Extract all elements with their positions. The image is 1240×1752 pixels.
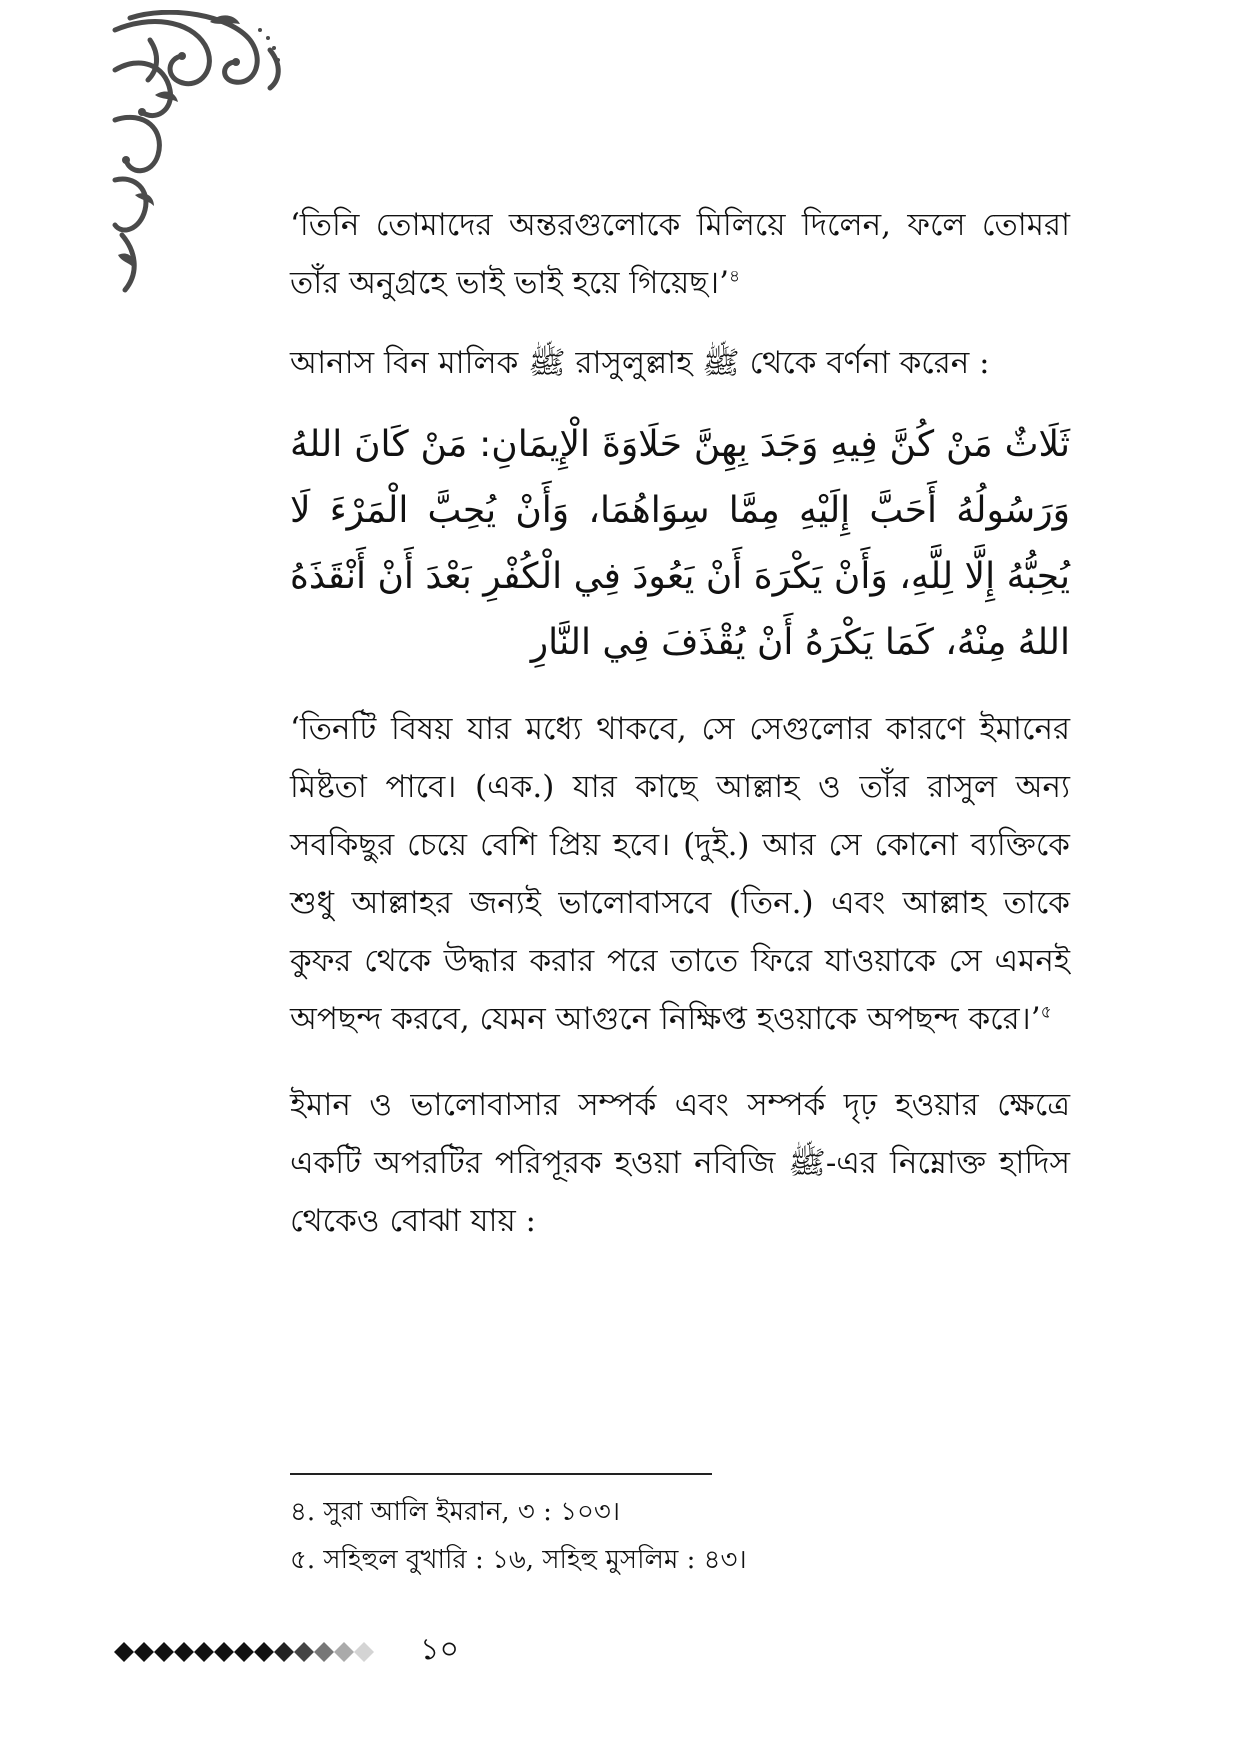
closing-paragraph: ইমান ও ভালোবাসার সম্পর্ক এবং সম্পর্ক দৃঢ় হওয়ার ক্ষেত্রে একটি অপরটির পরিপূরক হওয়া নবিজি ﷺ-এর নিম্নোক্ত হাদিস থেকেও বোঝা যায় :	[290, 1087, 1070, 1239]
footnote-item: ৫. সহিহুল বুখারি : ১৬, সহিহু মুসলিম : ৪৩।	[290, 1545, 747, 1575]
diamond-row	[114, 1642, 374, 1662]
hadith-translation-text: ‘তিনটি বিষয় যার মধ্যে থাকবে, সে সেগুলোর কারণে ইমানের মিষ্টতা পাবে। (এক.) যার কাছে আল্লাহ ও তাঁর রাসুল অন্য সবকিছুর চেয়ে বেশি প্রিয় হবে। (দুই.) আর সে কোনো ব্যক্তিকে শুধু আল্লাহর জন্যই ভালোবাসবে (তিন.) এবং আল্লাহ তাকে কুফর থেকে উদ্ধার করার পরে তাতে ফিরে যাওয়াকে সে এমনই অপছন্দ করবে, যেমন আগুনে নিক্ষিপ্ত হওয়াকে অপছন্দ করে।’	[290, 711, 1070, 1037]
page-number: ১০	[420, 1632, 459, 1667]
quran-translation-text: ‘তিনি তোমাদের অন্তরগুলোকে মিলিয়ে দিলেন, ফলে তোমরা তাঁর অনুগ্রহে ভাই ভাই হয়ে গিয়েছ।’	[290, 207, 1070, 301]
corner-ornament-icon	[110, 10, 290, 310]
footnote-item: ৪. সুরা আলি ইমরান, ৩ : ১০৩।	[290, 1497, 621, 1527]
hadith-translation	[290, 700, 1070, 1048]
narration-intro: আনাস বিন মালিক ﷺ রাসুলুল্লাহ ﷺ থেকে বর্ণনা করেন :	[290, 345, 990, 381]
footer-diamond-ornament-icon	[114, 1640, 394, 1664]
footnotes	[290, 1488, 990, 1584]
footnote-ref-4: ৪	[728, 266, 740, 287]
page-body	[290, 196, 1070, 1250]
hadith-arabic: ثَلَاثٌ مَنْ كُنَّ فِيهِ وَجَدَ بِهِنَّ حَلَاوَةَ الْإِيمَانِ: مَنْ كَانَ اللهُ وَرَسُولُهُ أَحَبَّ إِلَيْهِ مِمَّا سِوَاهُمَا، وَأَنْ يُحِبَّ الْمَرْءَ لَا يُحِبُّهُ إِلَّا لِلَّهِ، وَأَنْ يَكْرَهَ أَنْ يَعُودَ فِي الْكُفْرِ بَعْدَ أَنْ أَنْقَذَهُ اللهُ مِنْهُ، كَمَا يَكْرَهُ أَنْ يُقْذَفَ فِي النَّارِ	[290, 424, 1070, 663]
footnote-divider	[290, 1473, 712, 1475]
footnote-ref-5: ৫	[1040, 1002, 1052, 1023]
quran-translation	[290, 196, 1070, 312]
